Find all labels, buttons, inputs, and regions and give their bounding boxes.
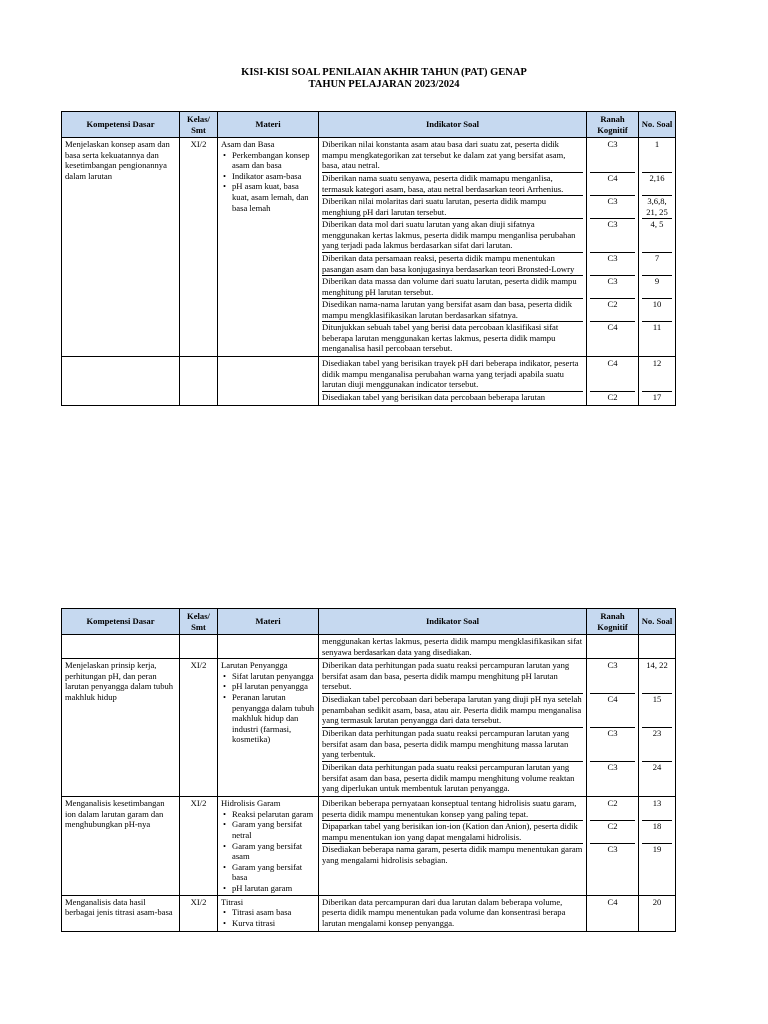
materi-list (221, 671, 315, 745)
ranah-value: C3 (590, 276, 635, 299)
materi-cell-empty (218, 357, 319, 406)
materi-item: • Perkembangan konsep asam dan basa (232, 150, 315, 171)
no-soal-value: 9 (642, 276, 672, 299)
materi-title: Larutan Penyangga (221, 660, 288, 671)
header-kelas-smt: Kelas/ Smt (180, 112, 218, 138)
no-soal-value: 18 (642, 821, 672, 844)
kelas-cell-empty (180, 357, 218, 406)
indikator-text: Disediakan tabel percobaan dari beberapa larutan yang diuji pH nya setelah penambahan sedikit asam, basa, atau air. Peserta didik mampu menganalisa yang termasuk larutan penyangga dari data tersebut. (322, 694, 583, 728)
ranah-value: C4 (590, 173, 635, 196)
table-row (62, 659, 676, 797)
kelas-cell: XI/2 (180, 797, 218, 895)
indikator-text: Diberikan data perhitungan pada suatu reaksi percampuran larutan yang bersifat asam dan basa, peserta didik mampu menghitung pH larutan tersebut. (322, 660, 583, 694)
ranah-value: C4 (607, 896, 618, 907)
indikator-text: Ditunjukkan sebuah tabel yang berisi data percobaan klasifikasi sifat beberapa larutan menggunakan kertas lakmus, peserta didik mampu menganalisa hasil percobaan tersebut. (322, 322, 559, 354)
kisi-kisi-table-page1 (61, 111, 676, 406)
kelas-cell: XI/2 (180, 895, 218, 931)
indikator-cell (319, 357, 587, 406)
materi-item: • Titrasi asam basa (232, 907, 315, 918)
kelas-cell-empty (180, 635, 218, 659)
table-row-continuation (62, 635, 676, 659)
no-soal-cell (639, 357, 676, 406)
indikator-cell (319, 138, 587, 357)
indikator-text: Diberikan nama suatu senyawa, peserta didik mamapu menganlisa, termasuk kategori asam, basa, atau netral berdasarkan teori Arrhenius. (322, 173, 583, 196)
materi-list (221, 907, 315, 928)
indikator-text: Disediakan tabel yang berisikan data percobaan beberapa larutan (322, 392, 546, 402)
kd-cell: Menganalisis kesetimbangan ion dalam larutan garam dan menghubungkan pH-nya (62, 797, 180, 895)
no-soal-value: 13 (642, 798, 672, 821)
header-ranah-kognitif: Ranah Kognitif (587, 609, 639, 635)
ranah-cell-empty (587, 635, 639, 659)
kisi-kisi-table-page2 (61, 608, 676, 932)
indikator-text: Diberikan data percampuran dari dua larutan dalam beberapa volume, peserta didik mampu menentukan pada volume dan konsentrasi berapa larutan mengalami konsep penyangga. (322, 896, 566, 928)
indikator-continuation: menggunakan kertas lakmus, peserta didik mampu mengklasifikasikan sifat senyawa berdasarkan data yang disediakan. (319, 635, 587, 659)
materi-item: • pH asam kuat, basa kuat, asam lemah, dan basa lemah (232, 181, 315, 213)
ranah-value: C2 (607, 392, 618, 402)
kd-cell-empty (62, 357, 180, 406)
indikator-text: Diberikan data massa dan volume dari suatu larutan, peserta didik mampu menghitung pH larutan tersebut. (322, 276, 583, 299)
indikator-cell (319, 659, 587, 797)
materi-item: • Kurva titrasi (232, 918, 315, 929)
no-soal-cell (639, 895, 676, 931)
kd-cell: Menganalisis data hasil berbagai jenis titrasi asam-basa (62, 895, 180, 931)
no-soal-value: 12 (642, 358, 672, 392)
no-soal-value: 17 (652, 392, 662, 402)
ranah-cell (587, 659, 639, 797)
materi-cell (218, 659, 319, 797)
kd-cell: Menjelaskan konsep asam dan basa serta kekuatannya dan kesetimbangan pengionannya dalam larutan (62, 138, 180, 357)
no-soal-cell (639, 797, 676, 895)
indikator-text: Diberikan nilai molaritas dari suatu larutan, peserta didik mampu menghiung pH dari larutan tersebut. (322, 196, 583, 219)
materi-item: • Garam yang bersifat basa (232, 862, 315, 883)
ranah-value: C4 (590, 358, 635, 392)
kelas-cell: XI/2 (180, 138, 218, 357)
header-materi: Materi (218, 609, 319, 635)
no-soal-value: 3,6,8, 21, 25 (642, 196, 672, 219)
kelas-cell: XI/2 (180, 659, 218, 797)
ranah-value: C4 (607, 322, 618, 332)
no-soal-cell-empty (639, 635, 676, 659)
header-materi: Materi (218, 112, 319, 138)
materi-cell-empty (218, 635, 319, 659)
no-soal-value: 20 (652, 896, 662, 907)
materi-cell (218, 138, 319, 357)
ranah-value: C3 (590, 728, 635, 762)
indikator-text: Diberikan data perhitungan pada suatu reaksi percampuran larutan yang bersifat asam dan basa, peserta didik mampu menghitung massa larutan yang terbentuk. (322, 728, 583, 762)
ranah-value: C2 (590, 299, 635, 322)
no-soal-cell (639, 659, 676, 797)
doc-title-line2: TAHUN PELAJARAN 2023/2024 (308, 79, 460, 90)
header-indikator-soal: Indikator Soal (319, 112, 587, 138)
indikator-text: Diberikan data persamaan reaksi, peserta didik mampu menentukan pasangan asam dan basa konjugasinya berdasarkan teori Bronsted-Lowry (322, 253, 583, 276)
ranah-cell (587, 357, 639, 406)
table-row (62, 138, 676, 357)
ranah-value: C3 (590, 253, 635, 276)
no-soal-value: 23 (642, 728, 672, 762)
ranah-value: C3 (590, 139, 635, 173)
header-kompetensi-dasar: Kompetensi Dasar (62, 609, 180, 635)
header-ranah-kognitif: Ranah Kognitif (587, 112, 639, 138)
no-soal-value: 4, 5 (642, 219, 672, 253)
no-soal-value: 10 (642, 299, 672, 322)
materi-title: Hidrolisis Garam (221, 798, 281, 809)
ranah-value: C3 (590, 660, 635, 694)
materi-item: • Garam yang bersifat asam (232, 841, 315, 862)
indikator-text: Disedikan nama-nama larutan yang bersifat asam dan basa, peserta didik mampu mengklasifikasikan larutan berdasarkan sifatnya. (322, 299, 583, 322)
ranah-value: C2 (590, 798, 635, 821)
no-soal-value: 14, 22 (642, 660, 672, 694)
ranah-value: C3 (607, 762, 618, 773)
ranah-cell (587, 895, 639, 931)
materi-list (221, 809, 315, 894)
no-soal-value: 1 (642, 139, 672, 173)
materi-item: • Peranan larutan penyangga dalam tubuh makhluk hidup dan industri (farmasi, kosmetika) (232, 692, 315, 745)
indikator-text: Dipaparkan tabel yang berisikan ion-ion (Kation dan Anion), peserta didik mampu menentukan ion yang dapat mengalami hidrolisis. (322, 821, 583, 844)
header-no-soal: No. Soal (639, 112, 676, 138)
no-soal-value: 11 (652, 322, 662, 332)
no-soal-value: 7 (642, 253, 672, 276)
ranah-cell (587, 797, 639, 895)
table-row (62, 895, 676, 931)
ranah-value: C3 (590, 196, 635, 219)
ranah-value: C3 (590, 219, 635, 253)
table-row (62, 797, 676, 895)
indikator-cell (319, 797, 587, 895)
table-row (62, 357, 676, 406)
header-kompetensi-dasar: Kompetensi Dasar (62, 112, 180, 138)
doc-title-line1: KISI-KISI SOAL PENILAIAN AKHIR TAHUN (PAT) GENAP (241, 67, 527, 78)
materi-item: • Sifat larutan penyangga (232, 671, 315, 682)
materi-cell (218, 797, 319, 895)
indikator-text: Diberikan data perhitungan pada suatu reaksi percampuran larutan yang bersifat asam dan basa, peserta didik mampu menghitung volume reaktan yang diperlukan untuk membentuk larutan penyangga. (322, 762, 575, 794)
no-soal-value: 15 (642, 694, 672, 728)
kd-cell-empty (62, 635, 180, 659)
indikator-text: Disediakan tabel yang berisikan trayek pH dari beberapa indikator, peserta didik mampu menganalisa perubahan warna yang terjadi apabila suatu larutan diuji menggunakan indicator tersebut. (322, 358, 583, 392)
no-soal-value: 24 (652, 762, 662, 773)
indikator-text: Diberikan data mol dari suatu larutan yang akan diuji sifatnya menggunakan kertas lakmus, peserta didik mampu menganlisa perubahan yang terjadi pada lakmus berdasarkan sifat dari larutan. (322, 219, 583, 253)
materi-item: • Garam yang bersifat netral (232, 819, 315, 840)
materi-title: Asam dan Basa (221, 139, 275, 149)
materi-item: • pH larutan penyangga (232, 681, 315, 692)
table-header-row (62, 609, 676, 635)
header-indikator-soal: Indikator Soal (319, 609, 587, 635)
ranah-value: C3 (607, 844, 618, 855)
ranah-value: C2 (590, 821, 635, 844)
ranah-value: C4 (590, 694, 635, 728)
materi-item: • Reaksi pelarutan garam (232, 809, 315, 820)
indikator-cell (319, 895, 587, 931)
no-soal-value: 19 (652, 844, 662, 855)
no-soal-cell (639, 138, 676, 357)
materi-item: • Indikator asam-basa (232, 171, 315, 182)
kd-cell: Menjelaskan prinsip kerja, perhitungan pH, dan peran larutan penyangga dalam tubuh makhluk hidup (62, 659, 180, 797)
header-no-soal: No. Soal (639, 609, 676, 635)
header-kelas-smt: Kelas/ Smt (180, 609, 218, 635)
table-header-row (62, 112, 676, 138)
indikator-text: Diberikan beberapa pernyataan konseptual tentang hidrolisis suatu garam, peserta didik mampu menentukan konsep yang paling tepat. (322, 798, 583, 821)
materi-list (221, 150, 315, 214)
materi-item: • pH larutan garam (232, 883, 315, 894)
indikator-text: Disediakan beberapa nama garam, peserta didik mampu menentukan garam yang mengalami hidrolisis sebagian. (322, 844, 583, 865)
materi-title: Titrasi (221, 896, 244, 907)
ranah-cell (587, 138, 639, 357)
materi-cell (218, 895, 319, 931)
indikator-text: Diberikan nilai konstanta asam atau basa dari suatu zat, peserta didik mampu mengkategorikan zat tersebut ke dalam zat yang bersifat asam, basa, atau netral. (322, 139, 583, 173)
no-soal-value: 2,16 (642, 173, 672, 196)
